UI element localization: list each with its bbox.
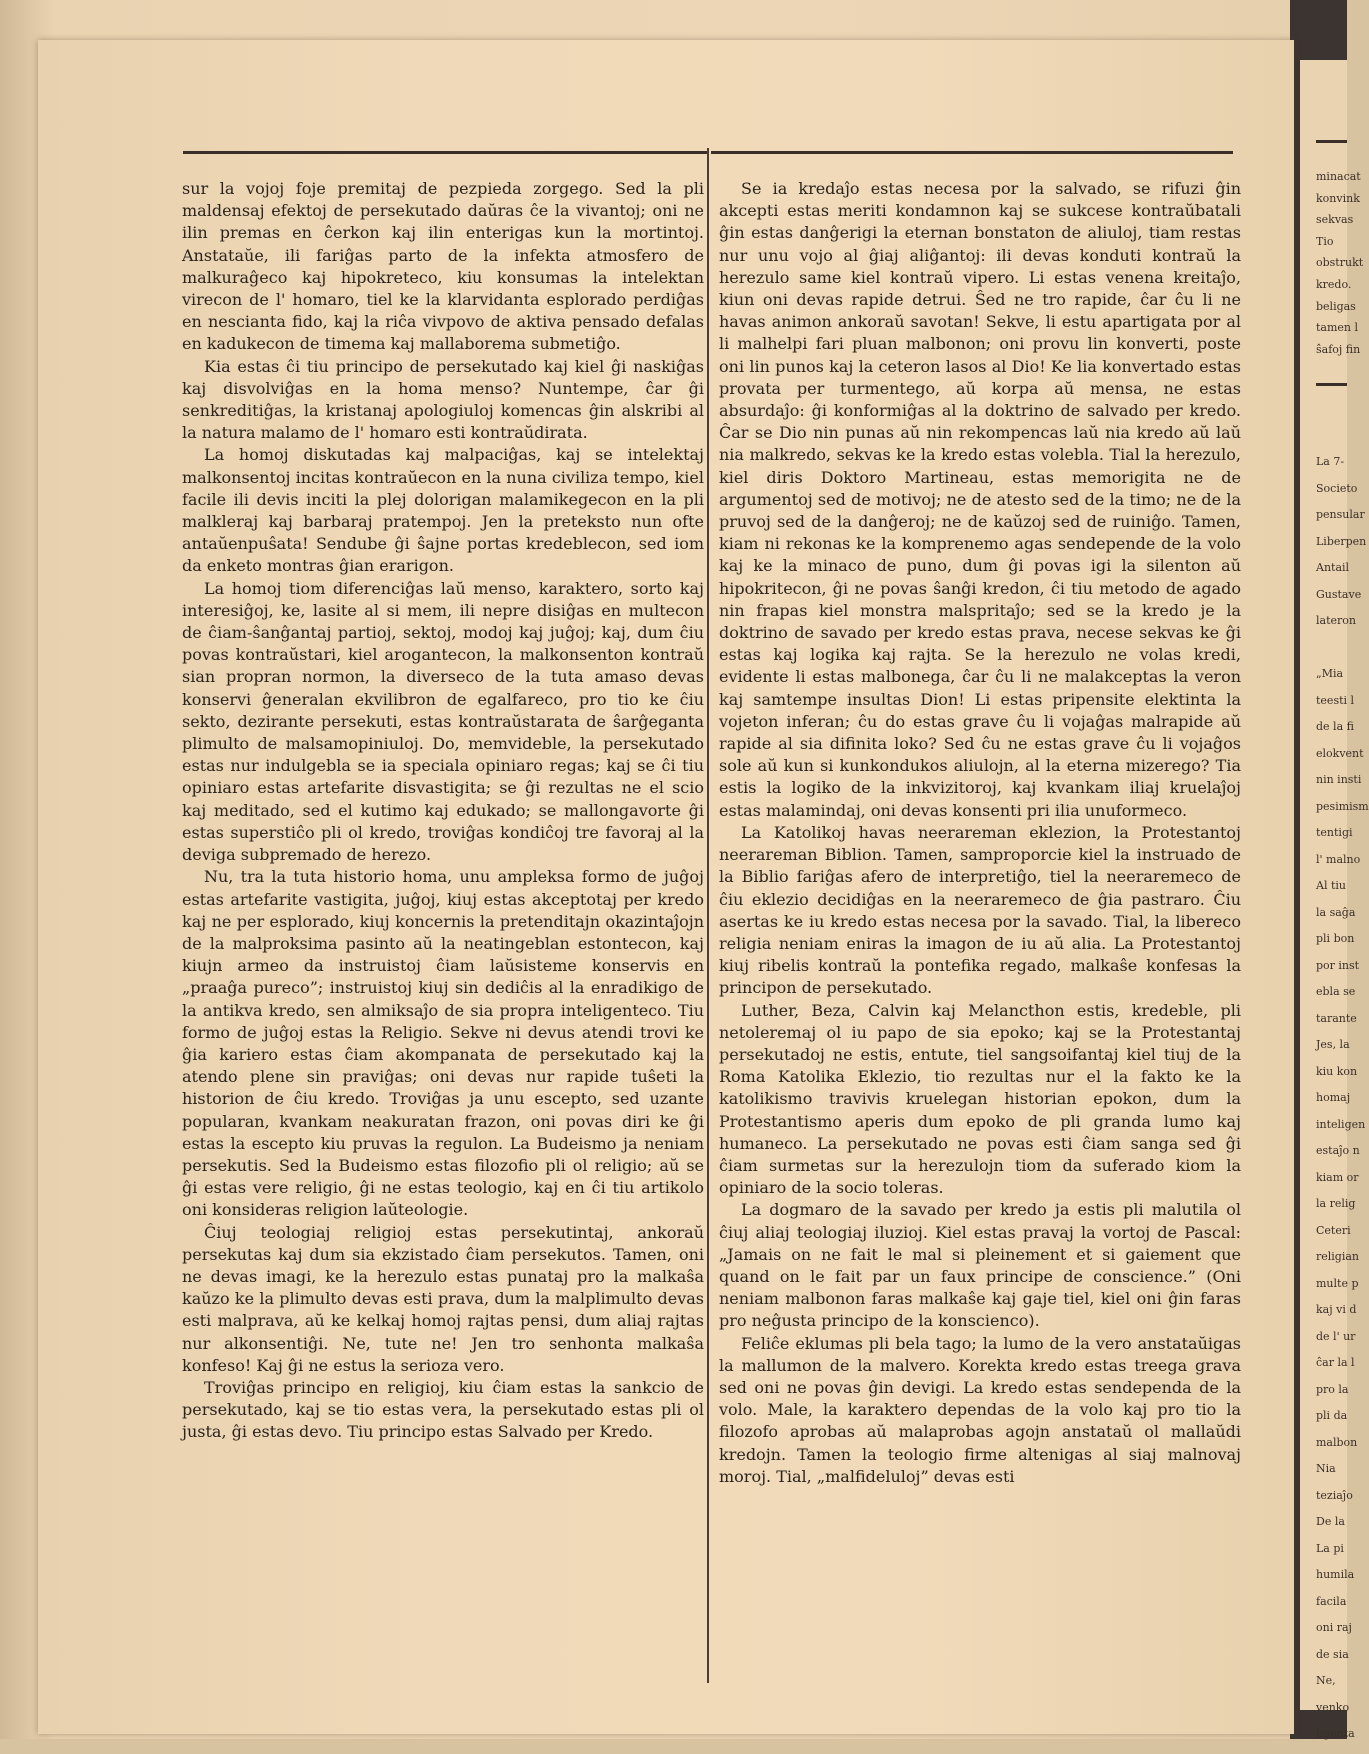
- fragment-line: de l' ur: [1316, 1329, 1356, 1343]
- right-column: [719, 178, 1241, 1488]
- fragment-line: pli bon: [1316, 932, 1355, 945]
- fragment-line: Antail: [1316, 561, 1350, 574]
- fragment-line: la relig: [1316, 1197, 1356, 1210]
- fragment-line: La pi: [1316, 1541, 1344, 1555]
- fragment-line: humila: [1316, 1568, 1355, 1581]
- fragment-line: tarante: [1316, 1011, 1357, 1025]
- fragment-line: nin insti: [1316, 773, 1362, 786]
- left-column: [182, 178, 704, 1444]
- fragment-line: facila: [1316, 1594, 1347, 1608]
- fragment-line: inteligen: [1316, 1117, 1366, 1131]
- fragment-line: beligas: [1316, 299, 1356, 313]
- fragment-line: Liberpen: [1316, 534, 1367, 548]
- fragment-line: venko: [1316, 1700, 1350, 1714]
- fragment-line: l' malno: [1316, 852, 1361, 866]
- fragment-line: elokvent: [1316, 746, 1364, 760]
- paragraph: sur la vojoj foje premitaj de pezpieda zorgego. Sed la pli maldensaj efektoj de persekutado daŭras ĉe la vivantoj; oni ne ilin premas en ĉerkon kaj ilin enterigas kun la mortintoj. Anstataŭe, ili fariĝas parto de la infekta atmosfero de malkuraĝeco kaj hipokreteco, kiu konsumas la intelektan virecon de l' homaro, tiel ke la klarvidanta esplorado perdiĝas en nescianta fido, kaj la riĉa vivpovo de aktiva pensado defalas en kadukecon de timema kaj mallaborema submetiĝo.: [182, 179, 704, 354]
- fragment-line: tentigi: [1316, 826, 1353, 839]
- fragment-line: estaĵo n: [1316, 1144, 1360, 1157]
- paragraph: Nu, tra la tuta historio homa, unu ampleksa formo de juĝoj estas artefarite vastigita, juĝoj, kiuj estas akceptotaj per kredo kaj ne per esplorado, kiuj koncernis la pretenditajn okazintaĵojn de la malproksima pasinto aŭ la neatingeblan estontecon, kaj kiujn armeo da instruistoj ĉiam laŭsisteme konservis en „praaĝa pureco”; instruistoj kiuj sin dediĉis al la enradikigo de la antikva kredo, sen almiksaĵo de sia propra inteligenteco. Tiu formo de juĝoj estas la Religio. Sekve ni devus atendi trovi ke ĝia kariero estas ĉiam akompanata de persekutado kaj la atendo plene sin praviĝas; oni devas nur rapide tuŝeti la historion de ĉiu kredo. Troviĝas ja unu escepto, sed uzante popularan, kvankam neakuratan frazon, oni povas diri ke ĝi estas la escepto kiu pruvas la regulon. La Budeismo ja neniam persekutis. Sed la Budeismo estas filozofio pli ol religio; aŭ se ĝi estas vere religio, ĝi ne estas teologio, kaj en ĉi tiu artikolo oni konsideras religion laŭteologie.: [182, 867, 704, 1220]
- fragment-line: Societo: [1316, 481, 1358, 495]
- fragment-line: Ceteri: [1316, 1223, 1351, 1237]
- top-rule-right: [711, 151, 1233, 154]
- paragraph: La homoj diskutadas kaj malpaciĝas, kaj se intelektaj malkonsentoj incitas kontraŭecon en la nuna civiliza tempo, kiel facile ili devis inciti la plej dolorigan malamikegecon en la pli malkleraj kaj barbaraj pratempoj. Jen la preteksto nun ofte antaŭenpuŝata! Sendube ĝi ŝajne portas kredeblecon, sed iom da enketo montras ĝian erarigon.: [182, 445, 704, 576]
- fragment-line: kaj vi d: [1316, 1303, 1357, 1316]
- fragment-line: ĉar la l: [1316, 1356, 1355, 1369]
- paragraph: Kia estas ĉi tiu principo de persekutado kaj kiel ĝi naskiĝas kaj disvolviĝas en la homa menso? Nuntempe, ĉar ĝi senkreditiĝas, la kristanaj apologiuloj komencas ĝin alskribi al la natura malamo de l' homaro esti kontraŭdirata.: [182, 356, 704, 443]
- paragraph: La Katolikoj havas neerareman eklezion, la Protestantoj neerareman Biblion. Tamen, samproporcie kiel la instruado de la Biblio fariĝas afero de interpretiĝo, tiel la neeraremeco de ĉiu eklezio decidiĝas en la neeraremeco de ĝia pastraro. Ĉiu asertas ke iu kredo estas necesa por la savado. Tial, la libereco religia neniam eniras la imagon de iu aŭ alia. La Protestantoj kiuj ribelis kontraŭ la pontefika regado, malkaŝe konfesas la principon de persekutado.: [719, 822, 1241, 998]
- fragment-line: de sia: [1316, 1647, 1349, 1661]
- next-page-rule-lower: [1316, 383, 1347, 386]
- fragment-line: kiu kon: [1316, 1064, 1358, 1078]
- fragment-line: de la fi: [1316, 720, 1354, 733]
- fragment-line: kiam or: [1316, 1170, 1359, 1184]
- fragment-line: kredo.: [1316, 277, 1352, 291]
- paragraph: Luther, Beza, Calvin kaj Melancthon estis, kredeble, pli netoleremaj ol iu papo de sia epoko; kaj se la Protestantaj persekutadoj ne estis, entute, tiel sangsoifantaj kiel tiuj de la Roma Katolika Eklezio, tio rezultas nur el la fakto ke la katolikismo travivis kruelegan historian epokon, dum la Protestantismo aperis dum epoko de pli granda lumo kaj humaneco. La persekutado ne povas esti ĉiam sanga sed ĝi ĉiam surmetas sur la herezulojn tiom da suferado kiom la opiniaro de la socio toleras.: [719, 1000, 1241, 1198]
- fragment-line: Al tiu: [1316, 879, 1346, 892]
- fragment-line: lateron: [1316, 614, 1356, 627]
- fragment-line: la saĝa: [1316, 905, 1356, 919]
- fragment-line: ligenta: [1316, 1727, 1355, 1740]
- fragment-line: Jes, la: [1316, 1038, 1350, 1051]
- fragment-line: homaj: [1316, 1091, 1351, 1104]
- fragment-line: sekvas: [1316, 213, 1354, 227]
- fragment-line: pensular: [1316, 508, 1365, 521]
- next-page-fragment-lower: [1316, 455, 1369, 1754]
- fragment-line: oni raj: [1316, 1621, 1352, 1634]
- fragment-line: pro la: [1316, 1382, 1349, 1396]
- fragment-line: Nia: [1316, 1462, 1336, 1475]
- paragraph: Troviĝas principo en religioj, kiu ĉiam estas la sankcio de persekutado, kaj se tio estas vera, la persekutado estas pli ol justa, ĝi estas devo. Tiu principo estas Salvado per Kredo.: [182, 1377, 704, 1442]
- fragment-line: por inst: [1316, 958, 1360, 972]
- paragraph: Ĉiuj teologiaj religioj estas persekutintaj, ankoraŭ persekutas kaj dum sia ekzistado ĉiam persekutos. Tamen, oni ne devas imagi, ke la herezulo estas punataj pro la malkaŝa kaŭzo ke la plimulto devas esti prava, dum la malplimulto devas esti malprava, aŭ ke kelkaj homoj rajtas pensi, dum aliaj rajtas nur alkonsentiĝi. Ne, tute ne! Jen tro senhonta malkaŝa konfeso! Kaj ĝi ne estus la serioza vero.: [182, 1222, 704, 1375]
- fragment-line: Gustave: [1316, 587, 1362, 601]
- fragment-line: obstrukt: [1316, 256, 1364, 270]
- fragment-line: malbon: [1316, 1435, 1358, 1449]
- fragment-line: Ne,: [1316, 1674, 1336, 1687]
- fragment-line: „Mia: [1316, 667, 1344, 680]
- fragment-line: teziaĵo: [1316, 1488, 1353, 1502]
- fragment-line: pesimism: [1316, 799, 1369, 813]
- paragraph: Feliĉe eklumas pli bela tago; la lumo de la vero anstataŭigas la mallumon de la malvero. Korekta kredo estas treega grava sed oni ne povas ĝin devigi. La kredo estas sendependa de la volo. Male, la karaktero dependas de la volo kaj pro tio la filozofo aprobas aŭ malaprobas agojn anstataŭ ol mallaŭdi kredojn. Tamen la teologio firme altenigas al siaj malnovaj moroj. Tial, „malfideluloj” devas esti: [719, 1333, 1241, 1486]
- fragment-line: La 7-: [1316, 455, 1345, 468]
- paragraph: Se ia kredaĵo estas necesa por la salvado, se rifuzi ĝin akcepti estas meriti kondamnon kaj se sukcese kontraŭbatali ĝin estas danĝerigi la eternan bonstaton de aliuloj, tiam restas nur unu vojo al ĝiaj aliĝantoj: ili devas konduti kontraŭ la herezulo same kiel kontraŭ vipero. Li estas venena kreitaĵo, kiun oni devas rapide detrui. Ŝed ne tro rapide, ĉar ĉu li ne havas animon ankoraŭ savotan! Sekve, li estu apartigata por al li malhelpi fari pluan malbonon; oni provu lin konverti, poste oni lin punos kaj la ceteron lasos al Dio! Ke lia konvertado estas provata per turmentego, aŭ korpa aŭ mensa, ne estas absurdaĵo: ĝi konformiĝas al la doktrino de salvado per kredo. Ĉar se Dio nin punas aŭ nin rekompencas laŭ nia kredo aŭ laŭ nia malkredo, sekvas ke la kredo estas volebla. Tial la herezulo, kiel diris Doktoro Martineau, estas memorigita ne de argumentoj sed de motivoj; ne de atesto sed de la timo; ne de la pruvoj sed de la danĝeroj; ne de kaŭzoj sed de ruiniĝo. Tamen, kiam ni rekonas ke la komprenemo agas sendepende de la volo kaj ke la minaco de puno, dum ĝi povas igi la silenton aŭ hipokritecon, ĝi ne povas ŝanĝi kredon, ĉi tiu metodo de agado nin frapas kiel monstra malspritaĵo; sed se la kredo je la doktrino de savado per kredo estas prava, necese sekvas ke ĝi estas kaj logika kaj rajta. Se la herezulo ne volas kredi, evidente li estas malbonega, ĉar ĉu li ne malakceptas la veron kaj samtempe insultas Dion! Li estas pripensite elektinta la vojeton inferan; ĉu do estas grave ĉu li vojaĝas malrapide aŭ rapide al sia difinita loko? Sed ĉu ne estas grave ĉu li vojaĝos sole aŭ kun si kunkondukos aliulojn, al la eterna mizerego? Tia estis la logiko de la inkvizitoroj, kaj kvankam iliaj kruelaĵoj estas malamindaj, oni devas konsenti pri ilia unuformeco.: [719, 179, 1241, 820]
- fragment-line: teesti l: [1316, 693, 1355, 707]
- fragment-line: multe p: [1316, 1276, 1359, 1290]
- paragraph: La homoj tiom diferenciĝas laŭ menso, karaktero, sorto kaj interesiĝoj, ke, lasite al si mem, ili nepre disiĝas en multecon de ĉiam-ŝanĝantaj partioj, sektoj, modoj kaj juĝoj; kaj, dum ĉiu povas kontraŭstari, kiel arogantecon, la malkonsenton kontraŭ sian propran normon, la diverseco de la tuta amaso devas konservi ĝeneralan ekvilibron de egalfareco, pro tio ke ĉiu sekto, dezirante persekuti, estas kontraŭstarata de ŝarĝeganta plimulto de malsamopiniuloj. Do, memvideble, la persekutado estas nur indulgebla se ia speciala opiniaro regas; kaj se ĉi tiu opiniaro estas artefarite disvastigita; se ĝi rezultas ne el scio kaj meditado, sed el kutimo kaj edukado; se mallongavorte ĝi estas superstiĉo pli ol kredo, troviĝas kondiĉoj tre favoraj al la deviga subpremado de herezo.: [182, 578, 704, 865]
- fragment-line: ŝafoj fin: [1316, 342, 1361, 356]
- fragment-line: minacat: [1316, 170, 1361, 183]
- top-rule-left: [183, 151, 707, 154]
- fragment-line: Tio: [1316, 234, 1334, 248]
- fragment-line: ebla se: [1316, 985, 1356, 998]
- fragment-line: religian: [1316, 1250, 1360, 1263]
- paragraph: La dogmaro de la savado per kredo ja estis pli malutila ol ĉiuj aliaj teologiaj iluzioj. Kiel estas pravaj la vortoj de Pascal: „Jamais on ne fait le mal si pleinement et si gaiement que quand on le fait par un faux principe de conscience.” (Oni neniam malbonon faras malkaŝe kaj gaje tiel, kiel oni ĝin faras pro neĝusta principo de la konscienco).: [719, 1200, 1241, 1331]
- fragment-line: tamen l: [1316, 321, 1359, 335]
- fragment-line: pli da: [1316, 1409, 1348, 1422]
- next-page-fragment-top: [1316, 170, 1364, 364]
- fragment-line: De la: [1316, 1515, 1345, 1528]
- column-divider: [707, 148, 709, 1683]
- fragment-line: [1316, 641, 1356, 668]
- next-page-rule: [1316, 140, 1347, 143]
- fragment-line: konvink: [1316, 191, 1360, 205]
